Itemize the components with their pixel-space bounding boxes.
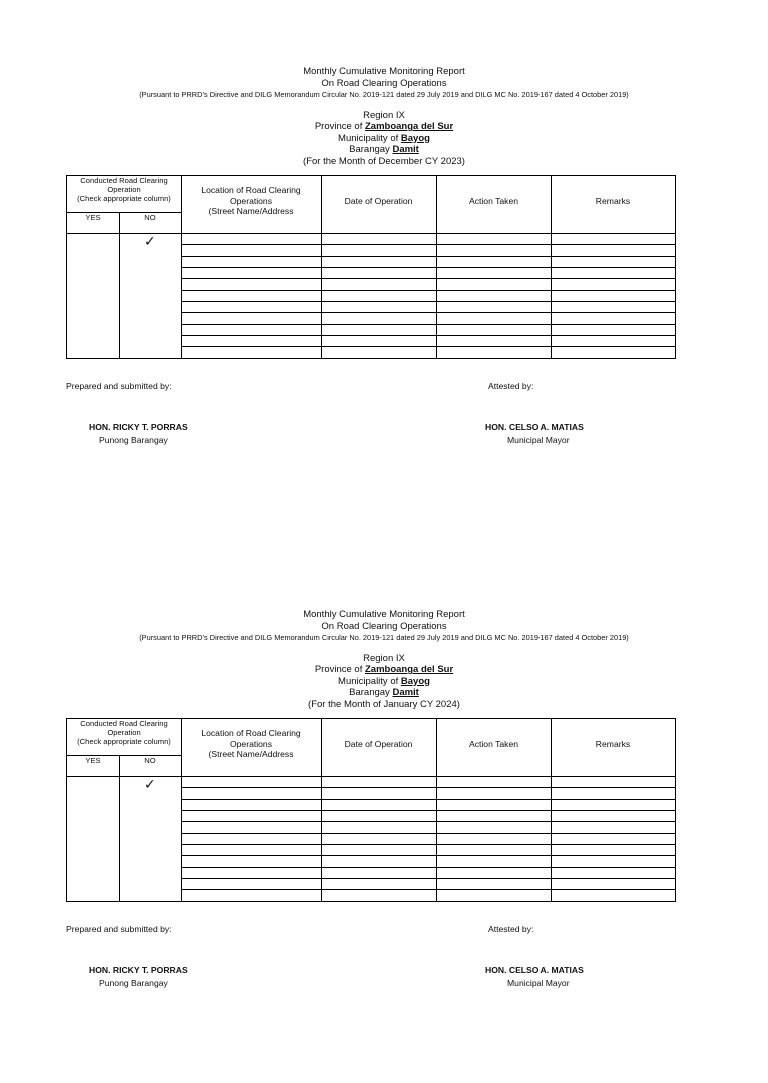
province-line: Province of Zamboanga del Sur [314,121,454,132]
municipality-line: Municipality of Bayog [338,132,430,144]
region-line: Region IX [363,109,405,121]
report-period: (For the Month of January CY 2024) [308,698,460,710]
road-clearing-table [66,175,676,359]
table-row-line [181,889,675,890]
table-row-line [181,256,675,257]
location-header: Location of Road Clearing Operations (Street Name/Address [201,728,301,759]
table-row-line [181,335,675,336]
report-period: (For the Month of December CY 2023) [303,155,465,167]
table-row-line [67,776,675,777]
table-row-line [181,290,675,291]
barangay-line: Barangay Damit [349,687,419,698]
date-of-operation-header: Date of Operation [344,739,413,749]
table-row-line [181,855,675,856]
attested-label: Attested by: [488,381,534,391]
barangay-name: Damit [392,144,419,155]
attester-title: Municipal Mayor [507,978,570,988]
table-row-line [181,799,675,800]
report-header [0,609,768,710]
remarks-header: Remarks [595,196,631,206]
municipality-name: Bayog [400,675,430,687]
action-taken-header: Action Taken [468,196,519,206]
province-line: Province of Zamboanga del Sur [314,664,454,675]
barangay-line: Barangay Damit [349,144,419,155]
table-row-line [181,787,675,788]
table-row-line [67,233,675,234]
no-check-mark: ✓ [144,777,156,793]
table-row-line [181,244,675,245]
table-row-line [181,267,675,268]
preparer-name: HON. RICKY T. PORRAS [89,965,188,975]
province-name: Zamboanga del Sur [365,121,454,132]
report-december-2023 [0,0,768,540]
report-header [0,66,768,167]
table-row-line [181,312,675,313]
table-row-line [181,301,675,302]
road-clearing-table [66,718,676,902]
report-january-2024 [0,543,768,1083]
table-row-line [181,878,675,879]
attester-title: Municipal Mayor [507,435,570,445]
no-column-header: NO [144,756,156,765]
barangay-name: Damit [392,687,419,698]
conducted-header: Conducted Road Clearing Operation (Check appropriate column) [77,176,171,203]
municipality-name: Bayog [400,132,430,144]
yes-column-header: YES [85,213,101,222]
table-row-line [181,821,675,822]
preparer-title: Punong Barangay [99,978,168,988]
pursuant-note: (Pursuant to PRRD’s Directive and DILG Memorandum Circular No. 2019-121 dated 29 July 2019 and DILG MC No. 2019-167 dated 4 October 2019) [139,90,629,99]
attester-name: HON. CELSO A. MATIAS [485,422,584,432]
preparer-title: Punong Barangay [99,435,168,445]
action-taken-header: Action Taken [468,739,519,749]
date-of-operation-header: Date of Operation [344,196,413,206]
table-row-line [181,844,675,845]
report-title: Monthly Cumulative Monitoring Report [303,609,465,620]
prepared-label: Prepared and submitted by: [66,381,172,391]
table-row-line [181,346,675,347]
attested-label: Attested by: [488,924,534,934]
table-row-line [181,867,675,868]
municipality-line: Municipality of Bayog [338,675,430,687]
table-row-line [181,278,675,279]
table-row-line [181,833,675,834]
report-subtitle: On Road Clearing Operations [321,620,447,632]
province-name: Zamboanga del Sur [365,664,454,675]
region-line: Region IX [363,652,405,664]
preparer-name: HON. RICKY T. PORRAS [89,422,188,432]
no-check-mark: ✓ [144,234,156,250]
location-header: Location of Road Clearing Operations (Street Name/Address [201,185,301,216]
pursuant-note: (Pursuant to PRRD’s Directive and DILG Memorandum Circular No. 2019-121 dated 29 July 2019 and DILG MC No. 2019-167 dated 4 October 2019) [139,633,629,642]
table-row-line [181,810,675,811]
prepared-label: Prepared and submitted by: [66,924,172,934]
conducted-header: Conducted Road Clearing Operation (Check appropriate column) [77,719,171,746]
report-title: Monthly Cumulative Monitoring Report [303,66,465,77]
yes-column-header: YES [85,756,101,765]
table-row-line [181,324,675,325]
no-column-header: NO [144,213,156,222]
report-subtitle: On Road Clearing Operations [321,77,447,89]
attester-name: HON. CELSO A. MATIAS [485,965,584,975]
remarks-header: Remarks [595,739,631,749]
